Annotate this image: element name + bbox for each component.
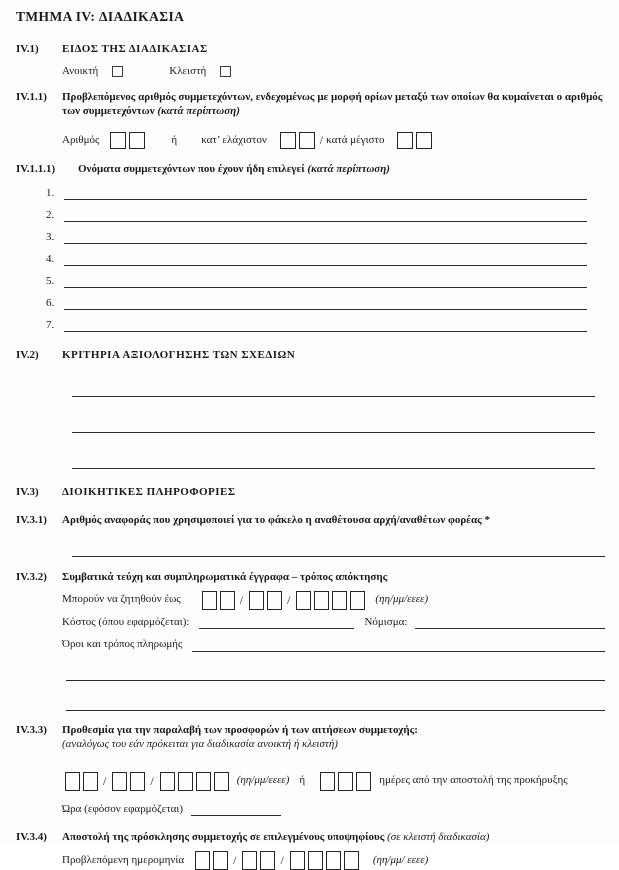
iv111-heading-hint: (κατά περίπτωση)	[307, 162, 390, 175]
digit-box[interactable]	[160, 772, 175, 791]
section-iv3-number: IV.3)	[16, 486, 39, 499]
request-month-boxes	[246, 591, 282, 610]
digit-box[interactable]	[129, 132, 145, 149]
number-boxes	[107, 132, 145, 149]
date-separator: /	[103, 773, 107, 788]
section-iv31-heading: Αριθμός αναφοράς που χρησιμοποιεί για το φάκελο η αναθέτουσα αρχή/αναθέτων φορέας *	[62, 514, 491, 527]
digit-box[interactable]	[416, 132, 432, 149]
digit-box[interactable]	[332, 591, 347, 610]
section-iv33-number: IV.3.3)	[16, 724, 47, 737]
section-iv3	[16, 486, 609, 500]
iv111-heading-text: Ονόματα συμμετεχόντων που έχουν ήδη επιλεγεί	[78, 162, 308, 175]
participant-index: 1.	[46, 186, 55, 199]
section-iv33-subheading: (αναλόγως του εάν πρόκειται για διαδικασία ανοικτή ή κλειστή)	[62, 737, 338, 750]
section-iv32-number: IV.3.2)	[16, 570, 47, 583]
cost-input-line[interactable]	[199, 616, 354, 629]
number-label: Αριθμός	[62, 133, 100, 146]
participant-name-line[interactable]	[64, 231, 587, 244]
time-input-line[interactable]	[191, 803, 281, 816]
minmax-separator: /	[319, 132, 324, 147]
section-iv11-number: IV.1.1)	[16, 91, 47, 104]
date-separator: /	[280, 853, 284, 868]
digit-box[interactable]	[350, 591, 365, 610]
date-separator: /	[150, 773, 154, 788]
currency-input-line[interactable]	[415, 616, 605, 629]
time-label: Ώρα (εφόσον εφαρμόζεται)	[62, 802, 184, 815]
participant-index: 2.	[46, 208, 55, 221]
participant-index: 3.	[46, 230, 55, 243]
digit-box[interactable]	[260, 851, 275, 870]
deadline-or-label: ή	[299, 774, 306, 787]
participant-row	[46, 205, 587, 227]
digit-box[interactable]	[326, 851, 341, 870]
procedure-closed-label: Κλειστή	[169, 64, 207, 77]
digit-box[interactable]	[196, 772, 211, 791]
digit-box[interactable]	[344, 851, 359, 870]
participant-row	[46, 249, 587, 271]
days-from-dispatch-label: ημέρες από την αποστολή της προκήρυξης	[379, 774, 568, 787]
section-iv34-number: IV.3.4)	[16, 831, 47, 844]
estimated-date-label: Προβλεπόμενη ημερομηνία	[62, 853, 185, 866]
participant-index: 7.	[46, 318, 55, 331]
digit-box[interactable]	[397, 132, 413, 149]
digit-box[interactable]	[178, 772, 193, 791]
invitation-date-hint: (ηη/μμ/ εεεε)	[372, 853, 429, 866]
invitation-month-boxes	[239, 851, 275, 870]
iv11-heading-text: Προβλεπόμενος αριθμός συμμετεχόντων, ενδεχομένως με μορφή ορίων μεταξύ των οποίων θα κυμαίνεται ο αριθμός των συμμετεχόντων	[62, 91, 603, 118]
digit-box[interactable]	[220, 591, 235, 610]
section-iv3-heading: ΔΙΟΙΚΗΤΙΚΕΣ ΠΛΗΡΟΦΟΡΙΕΣ	[62, 486, 236, 499]
criteria-line[interactable]	[72, 384, 595, 397]
section-iv1-heading: ΕΙΔΟΣ ΤΗΣ ΔΙΑΔΙΚΑΣΙΑΣ	[62, 42, 208, 55]
request-date-hint: (ηη/μμ/εεεε)	[375, 593, 429, 606]
section-iv31	[16, 514, 609, 557]
payment-terms-label: Όροι και τρόπος πληρωμής	[62, 638, 183, 651]
digit-box[interactable]	[242, 851, 257, 870]
participant-name-line[interactable]	[64, 187, 587, 200]
section-iv2-heading: ΚΡΙΤΗΡΙΑ ΑΞΙΟΛΟΓΗΣΗΣ ΤΩΝ ΣΧΕΔΙΩΝ	[62, 348, 296, 361]
procedure-closed-checkbox[interactable]	[220, 66, 231, 77]
minimum-label: κατ’ ελάχιστον	[201, 133, 267, 146]
payment-terms-line[interactable]	[192, 639, 605, 652]
participant-row	[46, 315, 587, 337]
digit-box[interactable]	[214, 772, 229, 791]
participant-row	[46, 293, 587, 315]
digit-box[interactable]	[320, 772, 335, 791]
page-title: ΤΜΗΜΑ IV: ΔΙΑΔΙΚΑΣΙΑ	[16, 9, 185, 24]
request-until-label: Μπορούν να ζητηθούν έως	[62, 593, 181, 606]
section-iv1-number: IV.1)	[16, 42, 39, 55]
participant-index: 6.	[46, 296, 55, 309]
minimum-boxes	[277, 132, 315, 149]
date-separator: /	[287, 592, 291, 607]
section-iv111	[16, 163, 609, 177]
section-iv33-heading: Προθεσμία για την παραλαβή των προσφορών ή των αιτήσεων συμμετοχής:	[62, 724, 418, 737]
deadline-days-count-boxes	[317, 772, 371, 791]
payment-terms-line[interactable]	[66, 668, 605, 681]
deadline-year-boxes	[157, 772, 229, 791]
digit-box[interactable]	[110, 132, 126, 149]
iv34-heading-text: Αποστολή της πρόσκλησης συμμετοχής σε επιλεγμένους υποψηφίους	[62, 831, 388, 844]
digit-box[interactable]	[202, 591, 217, 610]
date-separator: /	[233, 853, 237, 868]
participant-name-line[interactable]	[64, 319, 587, 332]
participant-index: 4.	[46, 252, 55, 265]
participant-name-line[interactable]	[64, 209, 587, 222]
request-day-boxes	[199, 591, 235, 610]
date-separator: /	[239, 592, 244, 607]
digit-box[interactable]	[65, 772, 80, 791]
digit-box[interactable]	[296, 591, 311, 610]
request-year-boxes	[293, 591, 365, 610]
section-iv1	[16, 43, 609, 79]
digit-box[interactable]	[290, 851, 305, 870]
criteria-line[interactable]	[72, 456, 595, 469]
digit-box[interactable]	[356, 772, 371, 791]
section-iv34-heading	[62, 831, 609, 845]
digit-box[interactable]	[249, 591, 264, 610]
digit-box[interactable]	[195, 851, 210, 870]
payment-terms-line[interactable]	[66, 698, 605, 711]
deadline-day-boxes	[62, 772, 98, 791]
participant-name-line[interactable]	[64, 275, 587, 288]
section-iv2	[16, 349, 609, 470]
section-iv33	[16, 724, 609, 816]
participant-index: 5.	[46, 274, 55, 287]
or-label: ή	[171, 133, 178, 146]
participant-name-line[interactable]	[64, 297, 587, 310]
digit-box[interactable]	[308, 851, 323, 870]
digit-box[interactable]	[280, 132, 296, 149]
iv34-heading-hint: (σε κλειστή διαδικασία)	[387, 831, 490, 844]
currency-label: Νόμισμα:	[364, 615, 408, 628]
digit-box[interactable]	[213, 851, 228, 870]
maximum-boxes	[394, 132, 432, 149]
section-iv32-heading: Συμβατικά τεύχη και συμπληρωματικά έγγραφα – τρόπος απόκτησης	[62, 570, 388, 583]
deadline-date-hint: (ηη/μμ/εεεε)	[236, 774, 290, 787]
invitation-year-boxes	[287, 851, 359, 870]
digit-box[interactable]	[338, 772, 353, 791]
section-iv31-number: IV.3.1)	[16, 514, 47, 527]
maximum-label: κατά μέγιστο	[326, 133, 385, 146]
participant-row	[46, 271, 587, 293]
section-iv11	[16, 91, 609, 149]
digit-box[interactable]	[299, 132, 315, 149]
selected-participants-list	[16, 183, 609, 337]
digit-box[interactable]	[314, 591, 329, 610]
section-iv11-heading	[62, 91, 609, 119]
digit-box[interactable]	[130, 772, 145, 791]
digit-box[interactable]	[83, 772, 98, 791]
participant-name-line[interactable]	[64, 253, 587, 266]
file-reference-line[interactable]	[72, 544, 605, 557]
section-iv111-number: IV.1.1.1)	[16, 162, 56, 175]
procedure-open-label: Ανοικτή	[62, 64, 99, 77]
iv11-heading-hint: (κατά περίπτωση)	[157, 105, 240, 118]
deadline-month-boxes	[109, 772, 145, 791]
participant-row	[46, 183, 587, 205]
section-iv34	[16, 831, 609, 870]
section-iv2-number: IV.2)	[16, 348, 39, 361]
criteria-line[interactable]	[72, 420, 595, 433]
section-iv111-heading	[78, 163, 609, 177]
digit-box[interactable]	[267, 591, 282, 610]
participant-row	[46, 227, 587, 249]
invitation-day-boxes	[192, 851, 228, 870]
section-iv32	[16, 571, 609, 711]
cost-label: Κόστος (όπου εφαρμόζεται):	[62, 615, 190, 628]
digit-box[interactable]	[112, 772, 127, 791]
procedure-open-checkbox[interactable]	[112, 66, 123, 77]
